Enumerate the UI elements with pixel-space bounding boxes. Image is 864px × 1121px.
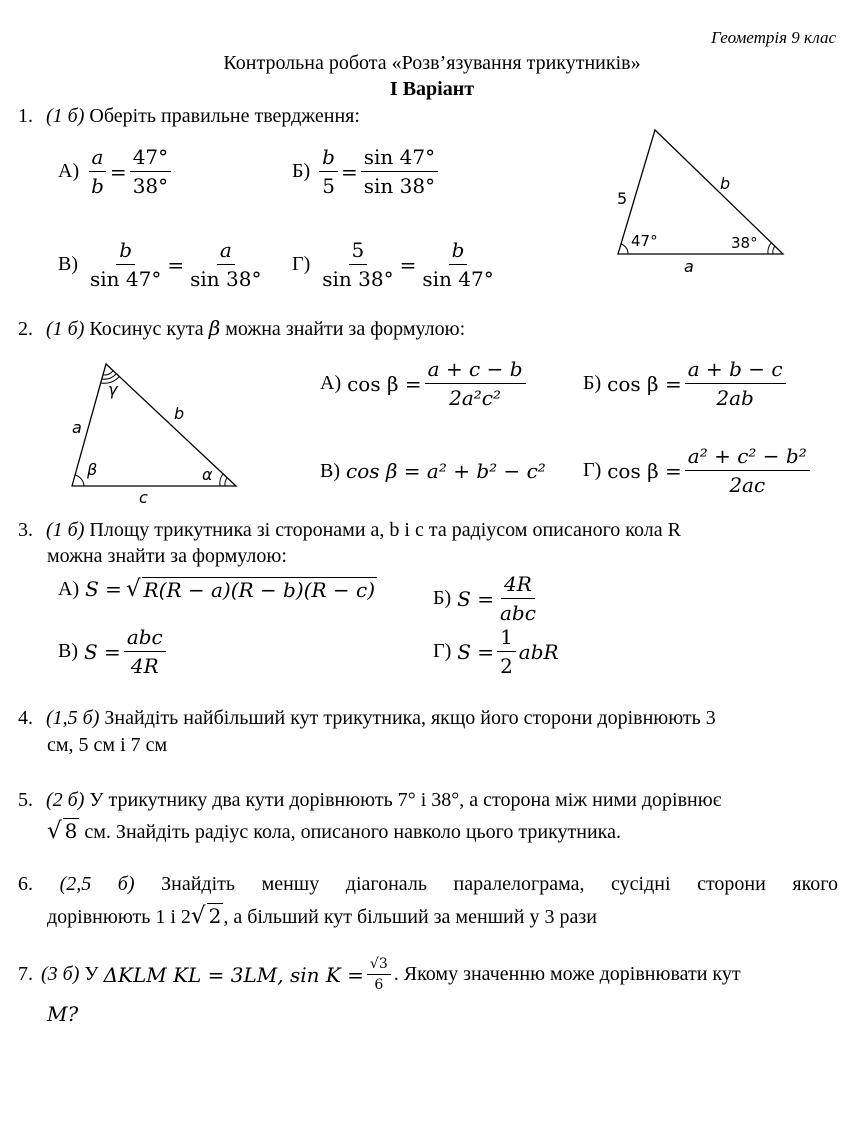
- q1-g-rnum: b: [449, 238, 468, 265]
- q1-triangle-figure: [600, 122, 800, 282]
- q3-option-g[interactable]: [433, 625, 559, 678]
- q5-line1: У трикутнику два кути дорівнюють 7° і 38°, а сторона між ними дорівнює: [89, 789, 722, 811]
- q6-line2b: , а більший кут більший за менший у 3 рази: [223, 906, 597, 928]
- question-7: [18, 956, 741, 993]
- q1-points: (1 б): [46, 105, 85, 127]
- q3-points: (1 б): [46, 519, 85, 541]
- q2-a-num: a + c − b: [425, 357, 526, 384]
- q7-fden: 6: [374, 977, 384, 993]
- q1-number: 1.: [18, 105, 33, 127]
- q3-option-b-label: Б): [433, 587, 452, 609]
- q6-points: (2,5 б): [59, 873, 135, 895]
- q2-a-den: 2a²c²: [449, 386, 502, 410]
- q1-text: Оберіть правильне твердження:: [89, 105, 360, 127]
- q1-option-v-label: В): [58, 253, 78, 275]
- q2-option-b[interactable]: [583, 357, 789, 410]
- q5-line2-wrap: √ 8 см. Знайдіть радіус кола, описаного навколо цього трикутника.: [47, 818, 621, 844]
- q1-v-rden: sin 38°: [190, 267, 262, 291]
- q5-line2: см. Знайдіть радіус кола, описаного навколо цього трикутника.: [84, 821, 621, 843]
- q2-option-g[interactable]: [583, 444, 813, 497]
- q1-v-rnum: a: [217, 238, 235, 265]
- q2-option-v-label: В): [320, 459, 340, 482]
- question-5: [18, 789, 721, 812]
- q7-number: 7.: [18, 963, 33, 985]
- q2-b-lhs: cos β =: [607, 371, 682, 396]
- q2-number: 2.: [18, 318, 33, 340]
- q4-line1: Знайдіть найбільший кут трикутника, якщо його сторони дорівнюють 3: [104, 707, 716, 729]
- q1-a-rden: 38°: [132, 174, 169, 198]
- q2-option-b-label: Б): [583, 372, 602, 394]
- subject-label: Геометрія 9 клас: [711, 28, 836, 47]
- q6-radicand: 2: [208, 904, 222, 928]
- q3-g-num: 1: [497, 625, 516, 652]
- q4-line2: см, 5 см і 7 см: [47, 734, 168, 756]
- q3-v-num: abc: [124, 625, 166, 652]
- q1-b-lden: 5: [322, 174, 335, 198]
- q5-number: 5.: [18, 789, 33, 811]
- q3-a-lhs: S =: [85, 577, 122, 601]
- q3-option-a[interactable]: А) S = √ R(R − a)(R − b)(R − c): [58, 576, 375, 602]
- q2-text-after: можна знайти за формулою:: [225, 318, 466, 340]
- q1-fig-side-left: 5: [617, 189, 628, 208]
- q1-a-lden: b: [91, 174, 104, 198]
- q2-a-lhs: cos β =: [347, 371, 422, 396]
- q2-points: (1 б): [46, 318, 85, 340]
- q1-fig-side-right: b: [720, 174, 731, 193]
- q3-g-tail: abR: [518, 639, 559, 664]
- q1-a-rnum: 47°: [130, 145, 171, 172]
- q5-points: (2 б): [46, 789, 85, 811]
- variant-label: I Варіант: [389, 78, 475, 100]
- q3-a-radicand: R(R − a)(R − b)(R − c): [143, 577, 375, 602]
- question-3: [18, 519, 681, 542]
- q2-fig-side-a: a: [72, 418, 82, 437]
- q2-fig-gamma: γ: [108, 380, 118, 399]
- q3-b-den: abc: [499, 601, 536, 625]
- q6-number: 6.: [18, 873, 33, 895]
- q5-radicand: 8: [64, 819, 78, 843]
- page-title: Контрольна робота «Розв’язування трикутників»: [223, 52, 641, 74]
- q2-v-expr: cos β = a² + b² − c²: [346, 459, 546, 483]
- q2-b-num: a + b − c: [685, 357, 786, 384]
- q2-beta: β: [208, 316, 221, 340]
- q3-line1: Площу трикутника зі сторонами a, b і c та радіусом описаного кола R: [89, 519, 681, 541]
- q1-b-rden: sin 38°: [363, 174, 436, 198]
- q7-t1: У: [84, 963, 99, 985]
- q2-triangle-figure: [62, 355, 252, 505]
- q1-option-v[interactable]: В) $\frac{b}{\sin 47^\circ}$ = $\frac{a}{\sin 38^\circ}$: [58, 238, 267, 291]
- q3-option-a-label: А): [58, 577, 80, 600]
- q1-option-g-label: Г): [292, 253, 311, 275]
- q3-option-v-label: В): [58, 640, 78, 662]
- q3-option-b[interactable]: [433, 572, 542, 625]
- q4-number: 4.: [18, 707, 33, 729]
- q7-t2: . Якому значенню може дорівнювати кут: [393, 963, 741, 985]
- q1-option-a[interactable]: А) $\frac{a}{b}$ = $\frac{47^\circ}{38^\circ}$: [58, 145, 174, 198]
- q7-fnum: √3: [367, 956, 391, 975]
- q7-expr: ΔKLM KL = 3LM, sin K =: [103, 962, 364, 987]
- question-2: [18, 316, 465, 341]
- q1-v-lden: sin 47°: [90, 267, 162, 291]
- q3-line2: можна знайти за формулою:: [47, 545, 287, 567]
- q4-points: (1,5 б): [46, 707, 100, 729]
- q3-b-lhs: S =: [457, 586, 494, 611]
- q1-a-lnum: a: [89, 145, 107, 172]
- q1-g-rden: sin 47°: [422, 267, 494, 291]
- question-4: [18, 707, 716, 730]
- q1-g-lnum: 5: [349, 238, 368, 265]
- q2-g-num: a² + c² − b²: [685, 444, 810, 471]
- q3-v-lhs: S =: [84, 639, 121, 664]
- q1-fig-angle-right: 38°: [731, 234, 758, 252]
- q3-option-v[interactable]: [58, 625, 169, 678]
- q2-g-den: 2ac: [729, 473, 766, 497]
- q7-points: (3 б): [41, 963, 80, 985]
- q3-g-lhs: S =: [457, 639, 495, 664]
- q2-option-g-label: Г): [583, 459, 602, 481]
- q6-line2a: дорівнюють 1 і 2: [47, 906, 191, 928]
- q1-fig-side-bottom: a: [684, 257, 694, 276]
- question-1: [18, 105, 360, 128]
- q2-fig-beta: β: [87, 460, 98, 479]
- q2-b-den: 2ab: [716, 386, 754, 410]
- question-6: [18, 873, 838, 896]
- q3-b-num: 4R: [501, 572, 535, 599]
- q7-line2: M?: [47, 1002, 79, 1026]
- q2-fig-side-c: c: [139, 488, 148, 505]
- q3-g-den: 2: [500, 654, 513, 678]
- q1-b-rnum: sin 47°: [361, 145, 438, 172]
- q1-v-lnum: b: [116, 238, 135, 265]
- q2-option-v[interactable]: [320, 459, 546, 483]
- q2-g-lhs: cos β =: [607, 458, 682, 483]
- q3-number: 3.: [18, 519, 33, 541]
- q1-option-a-label: А): [58, 160, 80, 182]
- q3-option-g-label: Г): [433, 640, 452, 662]
- q1-g-lden: sin 38°: [322, 267, 394, 291]
- q1-b-lnum: b: [319, 145, 338, 172]
- q2-text-before: Косинус кута: [89, 318, 204, 340]
- q1-option-b-label: Б): [292, 160, 311, 182]
- q2-fig-alpha: α: [202, 465, 213, 484]
- q3-v-den: 4R: [130, 654, 159, 678]
- q2-option-a-label: А): [320, 372, 342, 394]
- q2-option-a[interactable]: [320, 357, 529, 410]
- q6-line1: Знайдіть меншу діагональ паралелограма, сусідні сторони якого: [161, 873, 839, 895]
- q2-fig-side-b: b: [174, 404, 185, 423]
- q1-option-g[interactable]: Г) $\frac{5}{\sin 38^\circ}$ = $\frac{b}{\sin 47^\circ}$: [292, 238, 500, 291]
- q1-fig-angle-left: 47°: [631, 232, 658, 250]
- q6-line2-wrap: дорівнюють 1 і 2√ 2 , а більший кут більший за менший у 3 рази: [47, 903, 597, 929]
- q1-option-b[interactable]: Б) $\frac{b}{5}$ = $\frac{\sin 47^\circ}{\sin 38^\circ}$: [292, 145, 441, 198]
